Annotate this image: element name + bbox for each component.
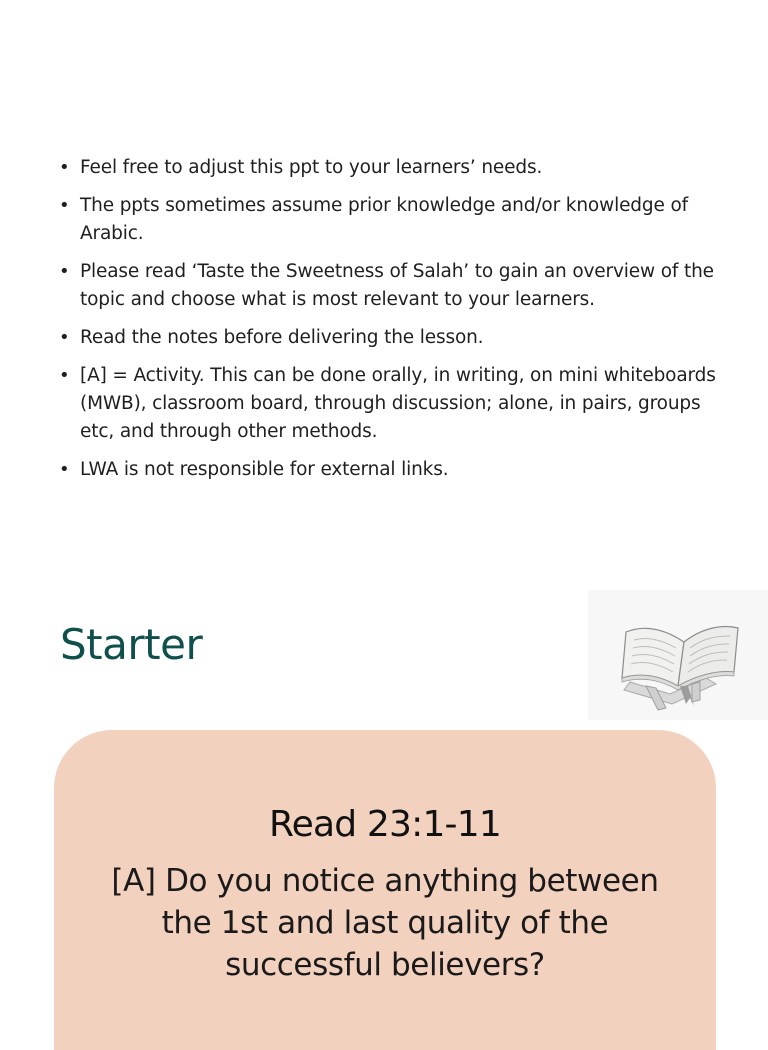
starter-title: Starter	[60, 620, 203, 669]
note-item: • The ppts sometimes assume prior knowledge and/or knowledge of Arabic.	[58, 192, 718, 248]
starter-slide	[0, 590, 768, 1024]
note-item: • [A] = Activity. This can be done orally, in writing, on mini whiteboards (MWB), classroom board, through discussion; alone, in pairs, groups etc, and through other methods.	[58, 362, 718, 446]
note-item: • LWA is not responsible for external links.	[58, 456, 718, 484]
activity-question: [A] Do you notice anything between the 1st and last quality of the successful believers?	[111, 863, 659, 983]
note-item: • Feel free to adjust this ppt to your learners’ needs.	[58, 154, 718, 182]
starter-activity-card	[54, 730, 716, 1050]
open-quran-book-icon-graphic	[588, 590, 768, 720]
card-heading: Read 23:1-11	[269, 804, 501, 845]
open-quran-book-icon	[588, 590, 768, 720]
notes-list	[58, 154, 718, 494]
note-item: • Read the notes before delivering the lesson.	[58, 324, 718, 352]
note-item: • Please read ‘Taste the Sweetness of Salah’ to gain an overview of the topic and choose what is most relevant to your learners.	[58, 258, 718, 314]
